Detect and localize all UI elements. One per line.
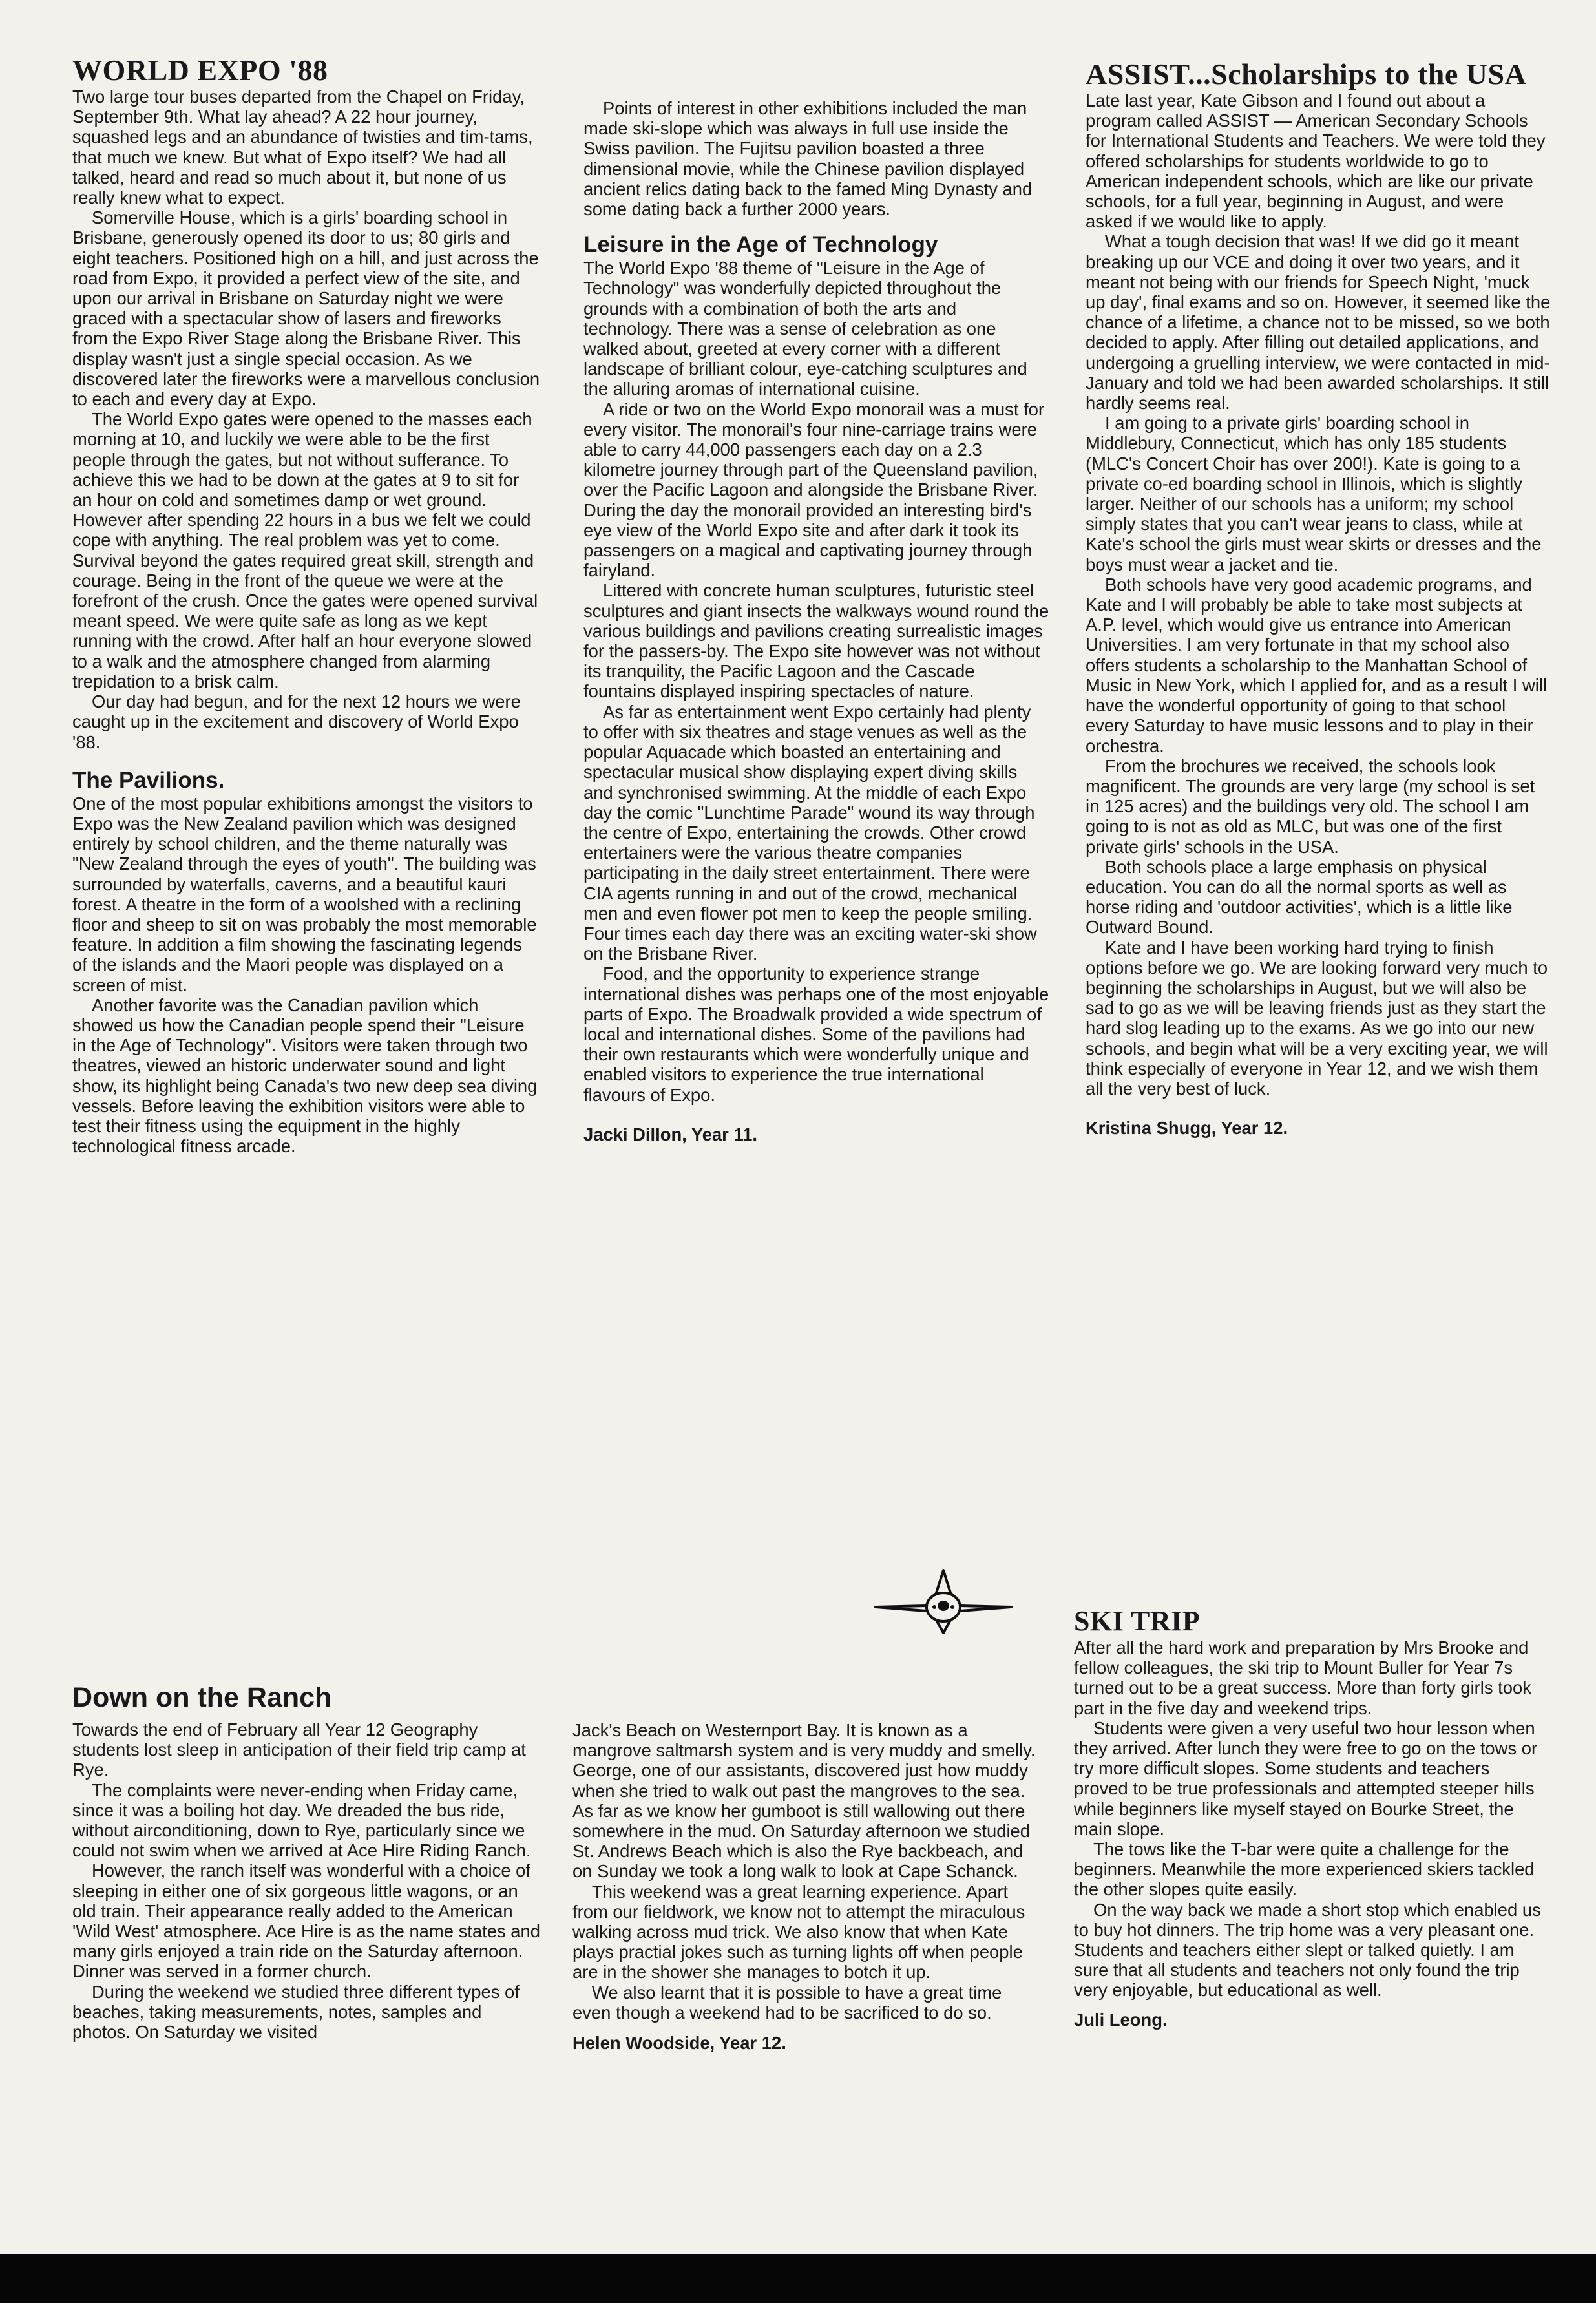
ranch-paragraph: The complaints were never-ending when Friday came, since it was a boiling hot day. We dreaded the bus ride, without airconditioning, down to Rye, particularly since we could not swim when we arrived at Ace Hire Riding Ranch. [72,1780,531,1861]
assist-paragraph: From the brochures we received, the schools look magnificent. The grounds are very large (my school is set in 125 acres) and the buildings very old. The school I am going to is not as old as MLC, but was one of the first private girls' schools in the USA. [1086,755,1535,857]
ski-byline: Juli Leong. [1074,2009,1168,2030]
ski-column [1074,1605,1546,2030]
expo-column-2 [583,98,1050,1144]
expo-column-1 [72,54,541,1156]
scan-bottom-edge [0,2254,1596,2303]
pavilions-heading: The Pavilions. [72,767,225,793]
leisure-paragraph: The World Expo '88 theme of "Leisure in the Age of Technology" was wonderfully depicted throughout the grounds with a combination of both the arts and technology. There was a sense of celebration as one walked about, greeted at every corner with a different landscape of brilliant colour, eye-catching sculptures and the alluring aromas of international cuisine. [583,258,1027,399]
expo-title: WORLD EXPO '88 [72,54,328,87]
assist-byline: Kristina Shugg, Year 12. [1086,1118,1288,1139]
assist-paragraph: Late last year, Kate Gibson and I found out about a program called ASSIST — American Secondary Schools for International Students and Teachers. We were told they offered scholarships for students worldwide to go to American independent schools, which are like our private schools, for a full year, beginning in August, and were asked if we would like to apply. [1086,90,1546,232]
assist-paragraph: Both schools place a large emphasis on physical education. You can do all the normal sports as well as horse riding and 'outdoor activities', which is a little like Outward Bound. [1086,856,1513,938]
expo-paragraph: Points of interest in other exhibitions included the man made ski-slope which was always in full use inside the Swiss pavilion. The Fujitsu pavilion boasted a three dimensional movie, while the Chinese pavilion displayed ancient relics dating back to the famed Ming Dynasty and some dating back a further 2000 years. [583,98,1033,220]
ranch-paragraph: This weekend was a great learning experience. Apart from our fieldwork, we know not to attempt the miraculous walking across mud trick. We also know that when Kate plays practial jokes such as turning lights off when people are in the shower she manages to botch it up. [572,1881,1025,1982]
ranch-paragraph: We also learnt that it is possible to have a great time even though a weekend had to be sacrificed to do so. [572,1982,1002,2023]
assist-column [1086,58,1551,1138]
expo-paragraph: Two large tour buses departed from the Chapel on Friday, September 9th. What lay ahead? A 22 hour journey, squashed legs and an abundance of twisties and tim-tams, that much we knew. But what of Expo itself? We had all talked, heard and read so much about it, but none of us really knew what to expect. [72,87,533,208]
expo-paragraph: The World Expo gates were opened to the masses each morning at 10, and luckily we were able to be the first people through the gates, but not without sufferance. To achieve this we had to be down at the gates at 9 to sit for an hour on cold and sometimes damp or wet ground. However after spending 22 hours in a bus we felt we could cope with anything. The real problem was yet to come. Survival beyond the gates required great skill, strength and courage. Being in the front of the queue we were at the forefront of the crush. Once the gates were opened survival meant speed. We were quite safe as long as we kept running with the crowd. After half an hour everyone slowed to a walk and the atmosphere changed from alarming trepidation to a brisk calm. [72,409,538,691]
leisure-paragraph: Littered with concrete human sculptures, futuristic steel sculptures and giant insects the walkways wound round the various buildings and pavilions creating surrealistic images for the passers-by. The Expo site however was not without its tranquility, the Pacific Lagoon and the Cascade fountains displayed inspiring spectacles of nature. [583,580,1049,702]
ranch-paragraph: Jack's Beach on Westernport Bay. It is known as a mangrove saltmarsh system and is very muddy and smelly. George, one of our assistants, discovered just how muddy when she tried to walk out past the mangroves to the sea. As far as we know her gumboot is still wallowing out there somewhere in the mud. On Saturday afternoon we studied St. Andrews Beach which is also the Rye backbeach, and on Sunday we took a long walk to look at Cape Schanck. [572,1720,1036,1882]
ranch-paragraph: However, the ranch itself was wonderful with a choice of sleeping in either one of six gorgeous little wagons, or an old train. Their appearance really added to the American 'Wild West' atmosphere. Ace Hire is as the name states and many girls enjoyed a train ride on the Saturday afternoon. Dinner was served in a former church. [72,1860,540,1982]
leisure-paragraph: Food, and the opportunity to experience strange international dishes was perhaps one of the most enjoyable parts of Expo. The Broadwalk provided a wide spectrum of local and international dishes. Some of the pavilions had their own restaurants which were wonderfully unique and enabled visitors to experience the true international flavours of Expo. [583,963,1049,1105]
assist-paragraph: I am going to a private girls' boarding school in Middlebury, Connecticut, which has only 185 students (MLC's Concert Choir has over 200!). Kate is going to a private co-ed boarding school in Illinois, which is slightly larger. Neither of our schools has a uniform; my school simply states that you can't wear jeans to class, while at Kate's school the girls must wear skirts or dresses and the boys must wear a jacket and tie. [1086,413,1542,574]
assist-paragraph: What a tough decision that was! If we did go it meant breaking up our VCE and doing it over two years, and it meant not being with our friends for Speech Night, 'muck up day', final exams and so on. However, it seemed like the chance of a lifetime, a chance not to be missed, so we both decided to apply. After filling out detailed applications, and undergoing a gruelling interview, we were contacted in mid-January and told we had been awarded scholarships. It still hardly seems real. [1086,231,1551,414]
ski-paragraph: The tows like the T-bar were quite a challenge for the beginners. Meanwhile the more experienced skiers tackled the other slopes quite easily. [1074,1839,1535,1900]
expo-paragraph: Our day had begun, and for the next 12 hours we were caught up in the excitement and discovery of World Expo '88. [72,691,521,752]
aircraft-doodle-icon [869,1567,1018,1638]
ski-title: SKI TRIP [1074,1605,1201,1637]
ski-paragraph: On the way back we made a short stop which enabled us to buy hot dinners. The trip home was a very pleasant one. Students and teachers either slept or talked quietly. I am sure that all students and teachers not only found the trip very enjoyable, but educational as well. [1074,1899,1541,2001]
assist-title: ASSIST...Scholarships to the USA [1086,58,1527,90]
pavilions-paragraph: One of the most popular exhibitions amongst the visitors to Expo was the New Zealand pavilion which was designed entirely by school children, and the theme naturally was "New Zealand through the eyes of youth". The building was surrounded by waterfalls, caverns, and a beautiful kauri forest. A theatre in the form of a woolshed with a reclining floor and sheep to sit on was probably the most memorable feature. In addition a film showing the fascinating legends of the islands and the Maori people was displayed on a screen of mist. [72,793,537,995]
expo-paragraph: Somerville House, which is a girls' boarding school in Brisbane, generously opened its door to us; 80 girls and eight teachers. Positioned high on a hill, and just across the road from Expo, it provided a perfect view of the site, and upon our arrival in Brisbane on Saturday night we were graced with a spectacular show of lasers and fireworks from the Expo River Stage along the Brisbane River. This display wasn't just a single special occasion. As we discovered later the fireworks were a marvellous conclusion to each and every day at Expo. [72,207,540,410]
ranch-byline: Helen Woodside, Year 12. [572,2033,786,2054]
ranch-paragraph: During the weekend we studied three different types of beaches, taking measurements, notes, samples and photos. On Saturday we visited [72,1981,520,2043]
leisure-heading: Leisure in the Age of Technology [583,232,938,258]
ranch-column-1 [72,1682,541,2042]
ski-paragraph: After all the hard work and preparation by Mrs Brooke and fellow colleagues, the ski trip to Mount Buller for Year 7s turned out to be a great success. More than forty girls took part in the five day and weekend trips. [1074,1637,1531,1718]
leisure-paragraph: A ride or two on the World Expo monorail was a must for every visitor. The monorail's four nine-carriage trains were able to carry 44,000 passengers each day on a 2.3 kilometre journey through part of the Queensland pavilion, over the Pacific Lagoon and alongside the Brisbane River. During the day the monorail provided an interesting bird's eye view of the World Expo site and after dark it took its passengers on a magical and captivating journey through fairyland. [583,399,1045,581]
expo-byline: Jacki Dillon, Year 11. [583,1124,758,1144]
ranch-paragraph: Towards the end of February all Year 12 Geography students lost sleep in anticipation of their field trip camp at Rye. [72,1719,526,1780]
pavilions-paragraph: Another favorite was the Canadian pavilion which showed us how the Canadian people spend their "Leisure in the Age of Technology". Visitors were taken through two theatres, viewed an historic underwater sound and light show, its highlight being Canada's two new deep sea diving vessels. Before leaving the exhibition visitors were able to test their fitness using the equipment in the highly technological fitness arcade. [72,994,538,1157]
ranch-column-2 [572,1720,1039,2053]
ranch-title: Down on the Ranch [72,1682,332,1713]
assist-paragraph: Both schools have very good academic programs, and Kate and I will probably be able to take most subjects at A.P. level, which would give us entrance into American Universities. I am very fortunate in that my school also offers students a scholarship to the Manhattan School of Music in New York, which I applied for, and as a result I will have the wonderful opportunity of going to that school every Saturday to have music lessons and to play in their orchestra. [1086,574,1548,756]
assist-paragraph: Kate and I have been working hard trying to finish options before we go. We are looking forward very much to beginning the scholarships in August, but we will also be sad to go as we will be leaving friends just as they start the hard slog leading up to the exams. As we go into our new schools, and begin what will be a very exciting year, we will think especially of everyone in Year 12, and we wish them all the very best of luck. [1086,937,1548,1099]
ski-paragraph: Students were given a very useful two hour lesson when they arrived. After lunch they were free to go on the tows or try more difficult slopes. Some students and teachers proved to be true professionals and attempted steeper hills while beginners like myself stayed on Bourke Street, the main slope. [1074,1718,1538,1839]
leisure-paragraph: As far as entertainment went Expo certainly had plenty to offer with six theatres and stage venues as well as the popular Aquacade which boasted an entertaining and spectacular musical show displaying expert diving skills and synchronised swimming. At the middle of each Expo day the comic "Lunchtime Parade" wound its way through the centre of Expo, entertaining the crowds. Other crowd entertainers were the various theatre companies participating in the daily street entertainment. There were CIA agents running in and out of the crowd, mechanical men and even flower pot men to keep the people smiling. Four times each day there was an exciting water-ski show on the Brisbane River. [583,701,1037,964]
